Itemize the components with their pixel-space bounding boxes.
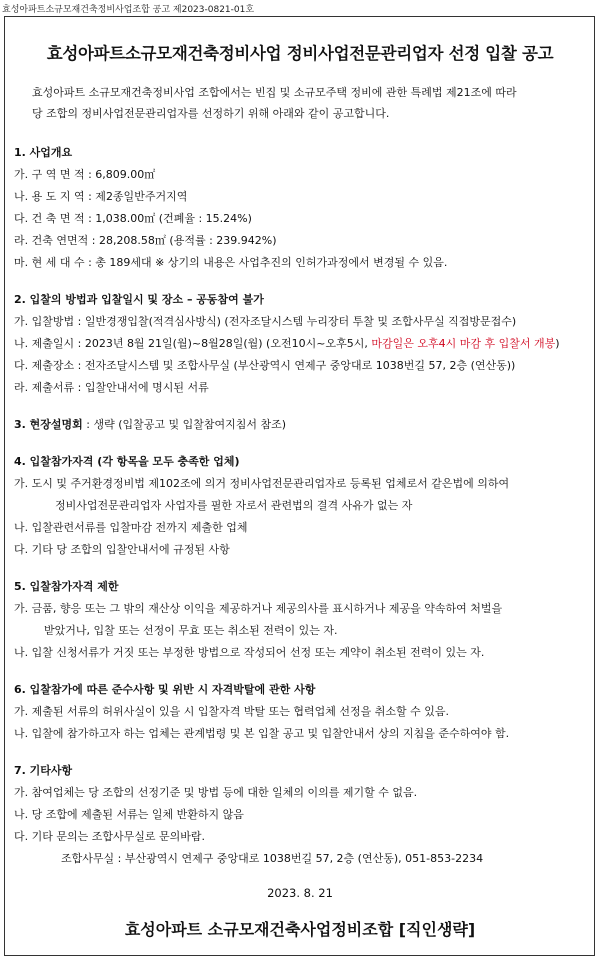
association-signature: 효성아파트 소규모재건축사업정비조합 [직인생략] <box>124 920 476 939</box>
section-title: 4. 입찰참가자격 (각 항목을 모두 충족한 업체) <box>14 455 240 468</box>
section-line: 나. 입찰관련서류를 입찰마감 전까지 제출한 업체 <box>14 521 248 534</box>
section-line: 다. 기타 당 조합의 입찰안내서에 규정된 사항 <box>14 543 230 556</box>
notice-reference-number: 효성아파트소규모재건축정비사업조합 공고 제2023-0821-01호 <box>2 5 255 15</box>
section-line: 가. 금품, 향응 또는 그 밖의 재산상 이익을 제공하거나 제공의사를 표시하거나 제공을 약속하여 처벌을 <box>14 602 503 615</box>
section-eligibility-restrictions <box>14 576 589 664</box>
section-line: 가. 도시 및 주거환경정비법 제102조에 의거 정비사업전문관리업자로 등록된 업체로서 같은법에 의하여 <box>14 477 510 490</box>
section-line: 라. 제출서류 : 입찰안내서에 명시된 서류 <box>14 381 209 394</box>
submission-dates: 나. 제출일시 : 2023년 8월 21일(월)~8월28일(월) (오전10시~오후5시, <box>14 337 372 350</box>
section-title: 2. 입찰의 방법과 입찰일시 및 장소 – 공동참여 불가 <box>14 293 264 306</box>
section-title: 1. 사업개요 <box>14 146 73 159</box>
section-line: 다. 제출장소 : 전자조달시스템 및 조합사무실 (부산광역시 연제구 중앙대로 1038번길 57, 2층 (연산동)) <box>14 359 516 372</box>
section-bid-method <box>14 289 589 399</box>
section-line: 다. 건 축 면 적 : 1,038.00㎡ (건폐율 : 15.24%) <box>14 212 252 225</box>
section-line: 가. 참여업체는 당 조합의 선정기준 및 방법 등에 대한 일체의 이의를 제기할 수 없음. <box>14 786 418 799</box>
section-line: 가. 입찰방법 : 일반경쟁입찰(적격심사방식) (전자조달시스템 누리장터 투찰 및 조합사무실 직접방문접수) <box>14 315 517 328</box>
section-line: 다. 기타 문의는 조합사무실로 문의바람. <box>14 830 205 843</box>
intro-line: 당 조합의 정비사업전문관리업자를 선정하기 위해 아래와 같이 공고합니다. <box>32 107 390 120</box>
section-project-overview <box>14 142 589 274</box>
section-line: 마. 현 세 대 수 : 총 189세대 ※ 상기의 내용은 사업추진의 인허가과정에서 변경될 수 있음. <box>14 256 448 269</box>
section-line: 가. 제출된 서류의 허위사실이 있을 시 입찰자격 박탈 또는 협력업체 선정을 취소할 수 있음. <box>14 705 449 718</box>
section-line: 나. 당 조합에 제출된 서류는 일체 반환하지 않음 <box>14 808 244 821</box>
intro-paragraph <box>32 82 572 124</box>
notice-body <box>14 142 589 870</box>
section-title-inline <box>14 414 589 436</box>
section-line: : 생략 (입찰공고 및 입찰참여지침서 참조) <box>82 418 287 431</box>
notice-date: 2023. 8. 21 <box>267 886 333 900</box>
section-line <box>14 333 589 355</box>
section-line: 정비사업전문관리업자 사업자를 필한 자로서 관련법의 결격 사유가 없는 자 <box>55 499 413 512</box>
section-title: 7. 기타사항 <box>14 764 73 777</box>
section-line: 나. 입찰에 참가하고자 하는 업체는 관계법령 및 본 입찰 공고 및 입찰안내서 상의 지침을 준수하여야 함. <box>14 727 510 740</box>
office-contact: 조합사무실 : 부산광역시 연제구 중앙대로 1038번길 57, 2층 (연산동), 051-853-2234 <box>61 852 484 865</box>
section-line: 나. 입찰 신청서류가 거짓 또는 부정한 방법으로 작성되어 선정 또는 계약이 취소된 전력이 있는 자. <box>14 646 485 659</box>
paren-close: ) <box>555 337 560 350</box>
section-line: 라. 건축 연면적 : 28,208.58㎡ (용적률 : 239.942%) <box>14 234 277 247</box>
section-misc <box>14 760 589 870</box>
section-line: 나. 용 도 지 역 : 제2종일반주거지역 <box>14 190 188 203</box>
section-site-briefing <box>14 414 589 436</box>
section-title: 3. 현장설명회 <box>14 418 83 431</box>
section-title: 5. 입찰참가자격 제한 <box>14 580 119 593</box>
section-eligibility <box>14 451 589 561</box>
section-title: 6. 입찰참가에 따른 준수사항 및 위반 시 자격박탈에 관한 사항 <box>14 683 316 696</box>
page-title: 효성아파트소규모재건축정비사업 정비사업전문관리업자 선정 입찰 공고 <box>46 44 554 63</box>
deadline-notice: 마감일은 오후4시 마감 후 입찰서 개봉 <box>371 337 556 350</box>
section-line: 가. 구 역 면 적 : 6,809.00㎡ <box>14 168 156 181</box>
intro-line: 효성아파트 소규모재건축정비사업 조합에서는 빈집 및 소규모주택 정비에 관한 특례법 제21조에 따라 <box>32 86 517 99</box>
section-line: 받았거나, 입찰 또는 선정이 무효 또는 취소된 전력이 있는 자. <box>44 624 338 637</box>
section-compliance <box>14 679 589 745</box>
